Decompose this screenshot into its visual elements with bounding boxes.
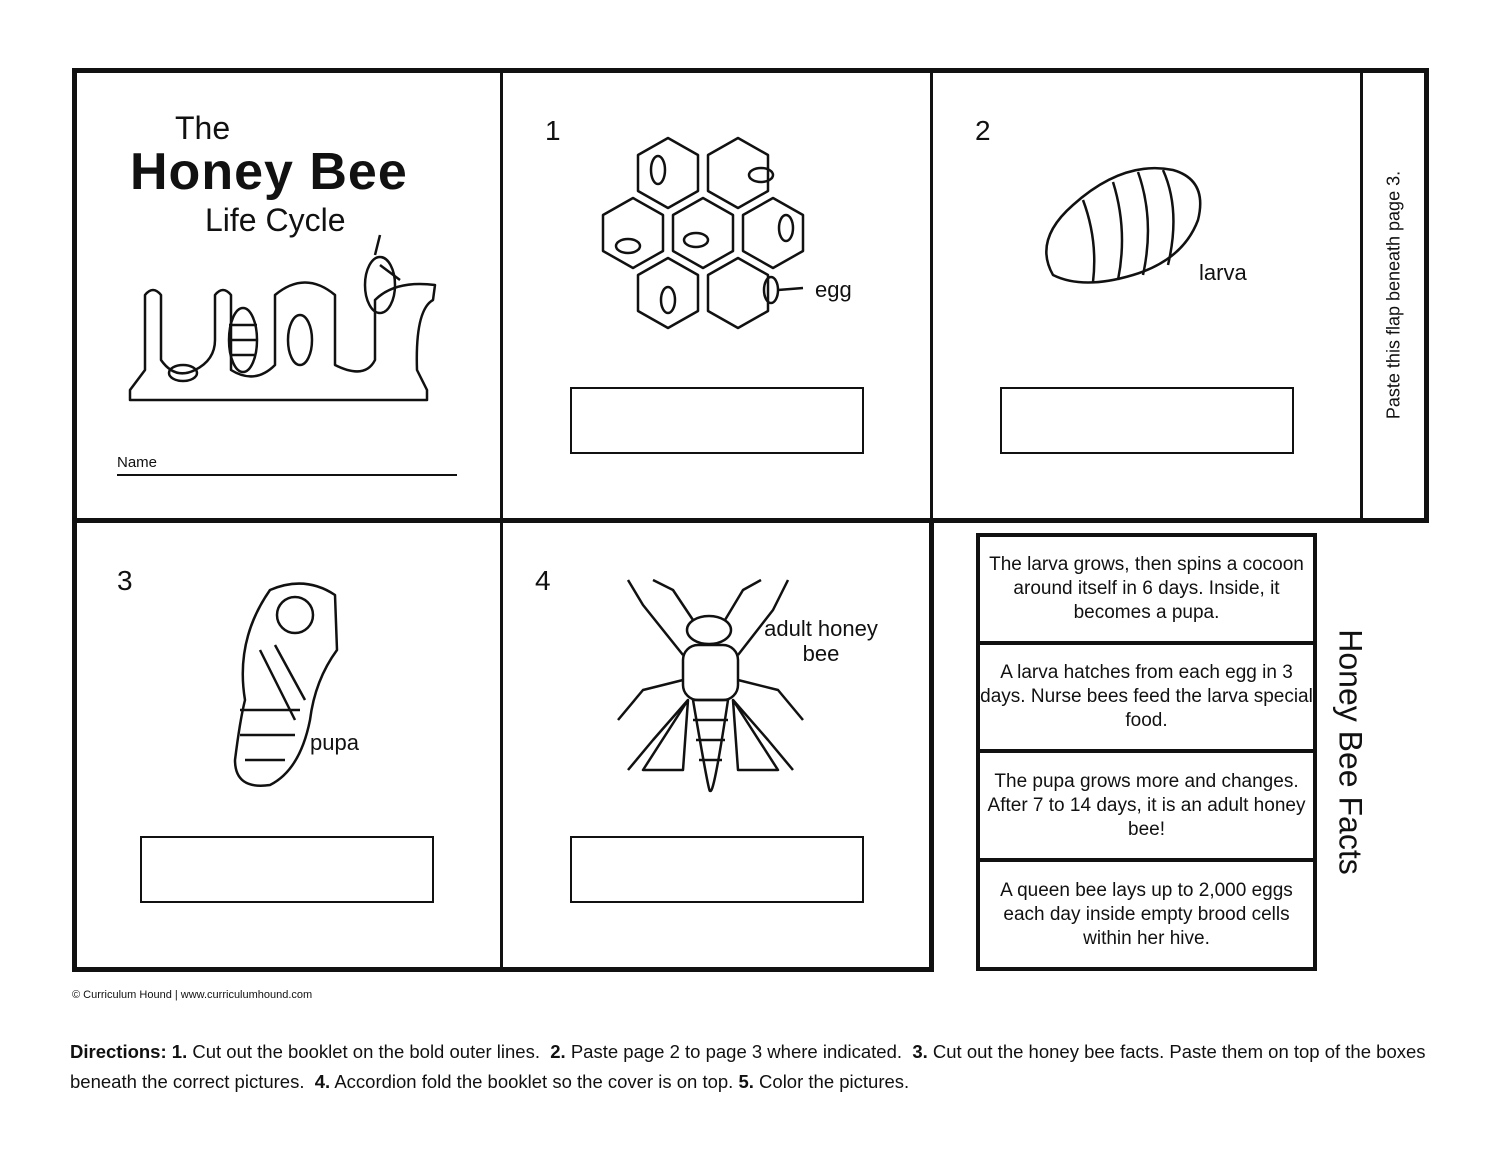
answer-box-page-2[interactable]: [1000, 387, 1294, 454]
step-number: 1.: [171, 1041, 188, 1062]
directions-label: Directions:: [70, 1041, 167, 1062]
facts-title: Honey Bee Facts: [1332, 629, 1369, 875]
step-number: 3.: [912, 1041, 928, 1062]
step-text: Accordion fold the booklet so the cover is on top.: [334, 1071, 734, 1092]
page-number: 3: [117, 565, 133, 596]
page-3: [75, 520, 500, 970]
step-text: Color the pictures.: [759, 1071, 910, 1092]
brood-cells-illustration: [75, 70, 502, 520]
larva-label: larva: [1199, 260, 1247, 285]
step-number: 5.: [738, 1071, 754, 1092]
step-number: 4.: [314, 1071, 331, 1092]
page-number: 1: [545, 115, 561, 146]
page-1: [503, 70, 931, 520]
name-label: Name: [117, 454, 158, 471]
fact-card[interactable]: The pupa grows more and changes. After 7 to 14 days, it is an adult honey bee!: [980, 753, 1313, 862]
answer-box-page-4[interactable]: [570, 836, 864, 903]
page-2: [933, 70, 1361, 520]
title-sub: Life Cycle: [205, 202, 346, 238]
copyright: © Curriculum Hound | www.curriculumhound.com: [72, 989, 313, 1001]
adult-bee-label: adult honey bee: [764, 616, 878, 666]
answer-box-page-1[interactable]: [570, 387, 864, 454]
answer-box-page-3[interactable]: [140, 836, 434, 903]
title-main: Honey Bee: [130, 143, 408, 201]
paste-flap: [1363, 70, 1426, 520]
page-number: 4: [535, 565, 551, 596]
step-text: Paste page 2 to page 3 where indicated.: [570, 1041, 903, 1062]
title-the: The: [175, 110, 231, 146]
pupa-label: pupa: [310, 730, 359, 755]
fact-card[interactable]: A larva hatches from each egg in 3 days. Nurse bees feed the larva special food.: [980, 645, 1313, 753]
name-line[interactable]: [117, 474, 457, 476]
flap-instruction: Paste this flap beneath page 3.: [1383, 170, 1404, 420]
step-text: Cut out the booklet on the bold outer lines.: [192, 1041, 540, 1062]
step-text: Cut out the honey bee facts. Paste them on top of the boxes beneath the correct pictures.: [70, 1041, 1426, 1092]
page-number: 2: [975, 115, 991, 146]
step-number: 2.: [550, 1041, 566, 1062]
cover-page: [75, 70, 502, 520]
page-4: [503, 520, 931, 970]
egg-label: egg: [815, 277, 852, 302]
directions: [70, 1037, 1450, 1097]
facts-cutout: [976, 533, 1317, 971]
fact-card[interactable]: The larva grows, then spins a cocoon around itself in 6 days. Inside, it becomes a pupa.: [980, 537, 1313, 645]
fact-card[interactable]: A queen bee lays up to 2,000 eggs each day inside empty brood cells within her hive.: [1000, 879, 1293, 949]
